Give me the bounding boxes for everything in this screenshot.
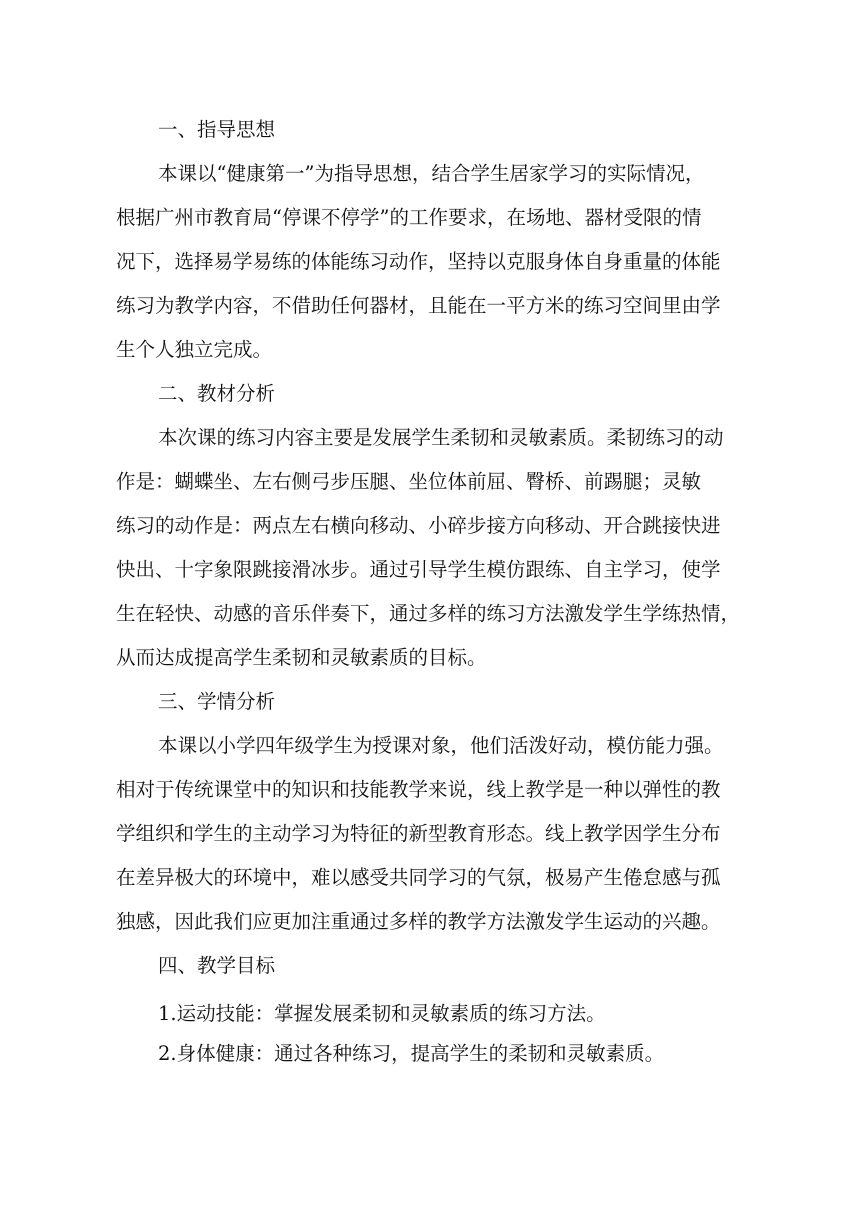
text-line: 学组织和学生的主动学习为特征的新型教育形态。线上教学因学生分布	[116, 822, 721, 845]
text-line: 快出、十字象限跳接滑冰步。通过引导学生模仿跟练、自主学习，使学	[116, 558, 721, 581]
text-line: 从而达成提高学生柔韧和灵敏素质的目标。	[116, 646, 487, 669]
section-heading-learner-analysis: 三、学情分析	[158, 690, 276, 713]
text-line: 相对于传统课堂中的知识和技能教学来说，线上教学是一种以弹性的教	[116, 778, 721, 801]
paragraph-guiding-ideology	[116, 152, 748, 372]
section-heading-teaching-goals: 四、教学目标	[158, 954, 276, 977]
text-line: 生在轻快、动感的音乐伴奏下，通过多样的练习方法激发学生学练热情，	[116, 602, 741, 625]
text-line: 本课以小学四年级学生为授课对象，他们活泼好动，模仿能力强。	[158, 734, 724, 757]
text-line: 生个人独立完成。	[116, 338, 273, 361]
paragraph-material-analysis	[116, 416, 748, 680]
goal-item-physical-health: 2.身体健康：通过各种练习，提高学生的柔韧和灵敏素质。	[158, 1042, 665, 1065]
goal-item-motor-skills: 1.运动技能：掌握发展柔韧和灵敏素质的练习方法。	[158, 1002, 606, 1025]
text-line: 况下，选择易学易练的体能练习动作，坚持以克服身体自身重量的体能	[116, 250, 721, 273]
text-line: 本课以“健康第一”为指导思想，结合学生居家学习的实际情况，	[158, 162, 705, 185]
text-line: 作是：蝴蝶坐、左右侧弓步压腿、坐位体前屈、臀桥、前踢腿；灵敏	[116, 470, 702, 493]
text-line: 独感，因此我们应更加注重通过多样的教学方法激发学生运动的兴趣。	[116, 910, 721, 933]
text-line: 练习的动作是：两点左右横向移动、小碎步接方向移动、开合跳接快进	[116, 514, 721, 537]
text-line: 根据广州市教育局“停课不停学”的工作要求，在场地、器材受限的情	[116, 206, 702, 229]
section-heading-guiding-ideology: 一、指导思想	[158, 118, 276, 141]
text-line: 在差异极大的环境中，难以感受共同学习的气氛，极易产生倦怠感与孤	[116, 866, 721, 889]
section-heading-material-analysis: 二、教材分析	[158, 382, 276, 405]
text-line: 本次课的练习内容主要是发展学生柔韧和灵敏素质。柔韧练习的动	[158, 426, 724, 449]
paragraph-learner-analysis	[116, 724, 748, 944]
text-line: 练习为教学内容，不借助任何器材，且能在一平方米的练习空间里由学	[116, 294, 721, 317]
